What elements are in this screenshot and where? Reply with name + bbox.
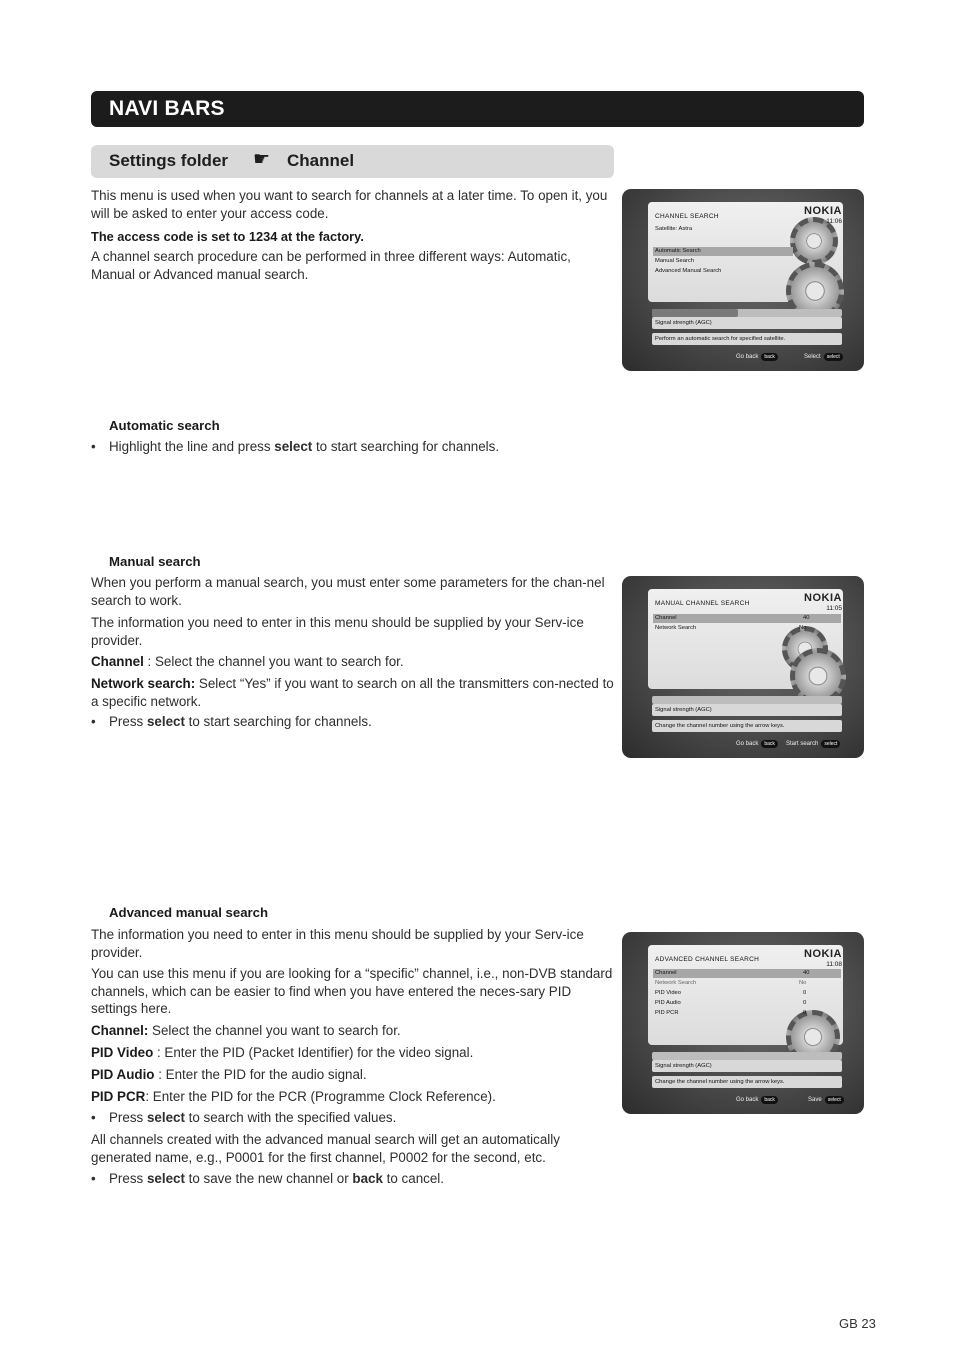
section-title: NAVI BARS (109, 97, 225, 120)
signal-bar (652, 309, 842, 317)
go-back-button[interactable]: Go back back (736, 1096, 778, 1104)
nokia-logo: NOKIA (804, 948, 842, 960)
channel-row[interactable]: Channel 40 (653, 614, 841, 623)
advanced-paragraph-3: All channels created with the advanced manual search will get an automatically generated name, e.g., P0001 for the first channel, P0002 for the second, etc. (91, 1132, 560, 1165)
screen-title: CHANNEL SEARCH (655, 213, 719, 220)
screen-title: MANUAL CHANNEL SEARCH (655, 600, 750, 607)
advanced-paragraph-2: You can use this menu if you are looking for a “specific” channel, i.e., non-DVB standard channels, which can be easier to find when you have entered the neces-sary PID settings here. (91, 966, 613, 1016)
pid-pcr-desc: PID PCR: Enter the PID for the PCR (Programme Clock Reference). (91, 1089, 496, 1104)
go-back-label: Go back (736, 354, 759, 360)
folder-label: Settings folder (109, 151, 229, 170)
channel-label: Channel (287, 151, 355, 170)
channel-search-screenshot (622, 189, 864, 371)
hint-text: Perform an automatic search for specified satellite. (652, 333, 842, 345)
pid-audio-desc: PID Audio : Enter the PID for the audio signal. (91, 1067, 367, 1082)
signal-bar (652, 1052, 842, 1060)
signal-strength-label: Signal strength (AGC) (652, 1060, 842, 1072)
advanced-channel-desc: Channel: Select the channel you want to search for. (91, 1023, 401, 1038)
hint-text: Change the channel number using the arrow keys. (652, 720, 842, 732)
clock: 11:05 (826, 605, 842, 612)
clock: 11:08 (826, 961, 842, 968)
intro-paragraph: This menu is used when you want to search for channels at a later time. To open it, you will be asked to enter your access code. (91, 188, 608, 221)
nokia-logo: NOKIA (804, 592, 842, 604)
nokia-logo: NOKIA (804, 205, 842, 217)
go-back-button[interactable]: Go back back (736, 740, 778, 748)
pointing-hand-icon: ☛ (253, 148, 271, 170)
automatic-search-heading: Automatic search (109, 418, 220, 433)
select-key: select (824, 353, 843, 361)
advanced-bullet-2: • Press select to save the new channel or back to cancel. (91, 1171, 444, 1186)
manual-bullet: • Press select to start searching for channels. (91, 714, 372, 729)
advanced-bullet-1: • Press select to search with the specified values. (91, 1110, 397, 1125)
section-title-bar (91, 91, 864, 127)
manual-channel-search-screenshot (622, 576, 864, 758)
start-search-button[interactable]: Start search select (786, 740, 840, 748)
manual-paragraph-2: The information you need to enter in this menu should be supplied by your Serv-ice provider. (91, 615, 584, 648)
signal-strength-label: Signal strength (AGC) (652, 704, 842, 716)
pid-video-desc: PID Video : Enter the PID (Packet Identifier) for the video signal. (91, 1045, 474, 1060)
clock: 11:06 (826, 218, 842, 225)
satellite-label: Satellite: Astra (655, 226, 693, 232)
subsection-bar (91, 145, 614, 178)
access-code-note: The access code is set to 1234 at the factory. (91, 229, 364, 244)
go-back-button[interactable] (736, 353, 778, 361)
manual-paragraph-1: When you perform a manual search, you must enter some parameters for the chan-nel search to work. (91, 575, 605, 608)
manual-channel-desc: Channel : Select the channel you want to search for. (91, 654, 404, 669)
automatic-bullet: • Highlight the line and press select to start searching for channels. (91, 439, 500, 454)
screen-title: ADVANCED CHANNEL SEARCH (655, 956, 760, 963)
channel-row[interactable]: Channel 40 (653, 969, 841, 978)
signal-strength-label: Signal strength (AGC) (652, 317, 842, 329)
pid-pcr-row[interactable]: PID PCR 0 (655, 1010, 807, 1016)
save-button[interactable]: Save select (808, 1096, 844, 1104)
signal-bar (652, 696, 842, 704)
manual-search-heading: Manual search (109, 554, 201, 569)
advanced-paragraph-1: The information you need to enter in this menu should be supplied by your Serv-ice provider. (91, 927, 584, 960)
network-search-row[interactable]: Network Search No (655, 980, 807, 986)
signal-bar-fill (652, 309, 738, 317)
pid-audio-row[interactable]: PID Audio 0 (655, 1000, 807, 1006)
back-key: back (761, 353, 778, 361)
network-search-row[interactable]: Network Search No (655, 625, 807, 631)
search-methods-paragraph: A channel search procedure can be performed in three different ways: Automatic, Manual or Advanced manual search. (91, 249, 571, 282)
menu-item-advanced[interactable]: Advanced Manual Search (655, 268, 722, 274)
page-number: GB 23 (839, 1316, 876, 1331)
pid-video-row[interactable]: PID Video 0 (655, 990, 807, 996)
advanced-search-heading: Advanced manual search (109, 905, 269, 920)
select-label: Select (804, 354, 821, 360)
manual-network-desc: Network search: Select “Yes” if you want to search on all the transmitters con-nected to a specific network. (91, 676, 614, 709)
menu-item-manual[interactable]: Manual Search (655, 258, 694, 264)
menu-item-automatic[interactable]: Automatic Search (653, 247, 793, 256)
select-button[interactable] (804, 353, 843, 361)
hint-text: Change the channel number using the arrow keys. (652, 1076, 842, 1088)
advanced-channel-search-screenshot (622, 932, 864, 1114)
